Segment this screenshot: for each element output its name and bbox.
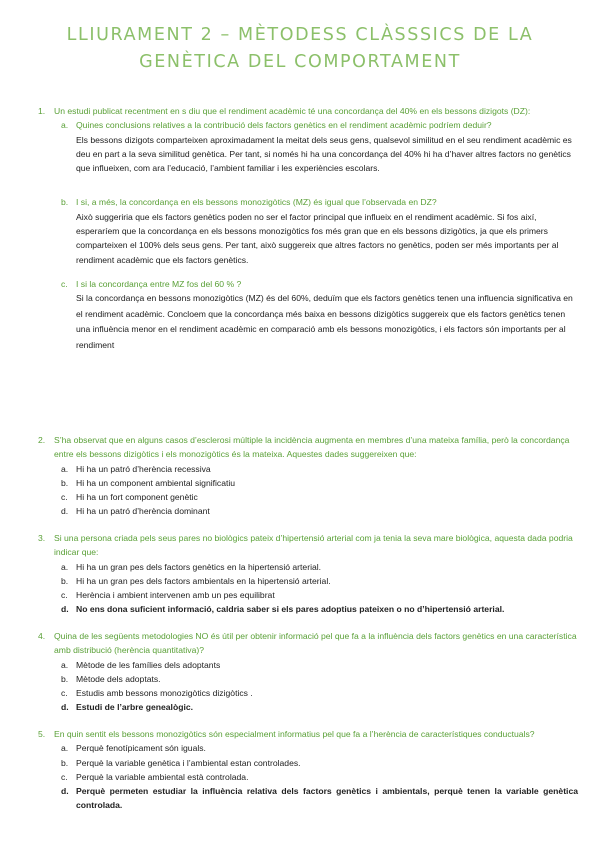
question-4-heading [38, 629, 578, 658]
question-number: 4. [38, 631, 46, 641]
option-text: Hi ha un fort component genètic [76, 492, 198, 503]
question-text: Quina de les següents metodologies NO és útil per obtenir informació pel que fa a la influència dels factors genètics en una característica amb distribució (herència quantitativa)? [54, 631, 577, 656]
question-text: Un estudi publicat recentment en s diu que el rendiment acadèmic té una concordança del 40% en els bessons dizigots (DZ): [54, 106, 531, 116]
question-text: Si una persona criada pels seus pares no biològics pateix d’hipertensió arterial com ja tenia la seva mare biològica, aquesta dada podria indicar que: [54, 533, 573, 558]
question-1-heading [38, 104, 578, 118]
option-d[interactable] [61, 784, 578, 813]
question-1 [38, 104, 578, 353]
subquestion-text: Quines conclusions relatives a la contribució dels factors genètics en el rendiment acadèmic podríem deduir? [76, 120, 492, 131]
option-letter: a. [61, 463, 69, 474]
option-b[interactable] [61, 756, 578, 770]
option-letter: d. [61, 506, 69, 517]
option-c[interactable] [61, 770, 578, 784]
option-letter: a. [61, 659, 69, 670]
option-letter: d. [61, 702, 69, 713]
option-text: No ens dona suficient informació, caldria saber si els pares adoptius pateixen o no d’hipertensió arterial. [76, 604, 505, 615]
answer-a: Els bessons dizigots comparteixen aproximadament la meitat dels seus gens, qualsevol similitud en el seu rendiment acadèmic es deu en part a la seva similitud genètica. Per tant, si només hi ha una concordança del 40% hi ha d’haver altres factors no genètics que influeixen, com ara l’educació, l’ambient familiar i les experiències escolars. [76, 134, 572, 174]
option-text: Perquè la variable genètica i l’ambiental estan controlades. [76, 757, 301, 768]
option-c[interactable] [61, 686, 578, 700]
option-letter: c. [61, 688, 68, 699]
question-5 [38, 727, 578, 813]
option-text: Estudi de l’arbre genealògic. [76, 702, 194, 713]
subquestion-letter: b. [61, 197, 69, 208]
option-text: Hi ha un patró d’herència recessiva [76, 463, 211, 474]
question-4 [38, 629, 578, 715]
option-text: Mètode de les famílies dels adoptants [76, 659, 221, 670]
option-b[interactable] [61, 672, 578, 686]
question-2 [38, 433, 578, 519]
option-letter: d. [61, 604, 69, 615]
page-title: LLIURAMENT 2 – MÈTODESS CLÀSSSICS DE LA GENÈTICA DEL COMPORTAMENT [66, 25, 534, 72]
option-b[interactable] [61, 574, 578, 588]
question-number: 3. [38, 533, 46, 543]
option-a[interactable] [61, 560, 578, 574]
option-a[interactable] [61, 741, 578, 755]
question-number: 5. [38, 729, 46, 739]
option-text: Hi ha un gran pes dels factors ambientals en la hipertensió arterial. [76, 575, 331, 586]
option-letter: b. [61, 575, 69, 586]
question-text: En quin sentit els bessons monozigòtics són especialment informatius pel que fa a l’herència de característiques conductuals? [54, 729, 535, 739]
option-text: Hi ha un patró d’herència dominant [76, 506, 210, 517]
subquestion-letter: c. [61, 278, 68, 289]
option-letter: c. [61, 590, 68, 601]
question-number: 2. [38, 435, 46, 445]
option-letter: b. [61, 757, 69, 768]
subquestion-text: I si la concordança entre MZ fos del 60 % ? [76, 278, 242, 289]
option-d[interactable] [61, 602, 578, 616]
option-text: Mètode dels adoptats. [76, 673, 161, 684]
subquestion-letter: a. [61, 120, 69, 131]
option-text: Herència i ambient intervenen amb un pes equilibrat [76, 590, 275, 601]
option-a[interactable] [61, 462, 578, 476]
option-letter: b. [61, 673, 69, 684]
option-d[interactable] [61, 700, 578, 714]
question-3-heading [38, 531, 578, 560]
option-b[interactable] [61, 476, 578, 490]
option-text: Perquè fenotípicament són iguals. [76, 743, 206, 754]
question-number: 1. [38, 106, 46, 116]
option-text: Perquè permeten estudiar la influència relativa dels factors genètics i ambientals, perquè tenen la variable genètica controlada. [76, 786, 578, 811]
question-3 [38, 531, 578, 617]
answer-b: Això suggeriria que els factors genètics poden no ser el factor principal que influeix en el rendiment acadèmic. Si fos així, esperaríem que la concordança en els bessons monozigòtics fos més gran que en els bessons dizigòtics, ja que els primers comparteixen el 100% dels seus gens. Per tant, això suggereix que altres factors no genètics, poden ser més importants per al rendiment acadèmic que els factors genètics. [76, 211, 559, 265]
option-d[interactable] [61, 504, 578, 518]
question-2-heading [38, 433, 578, 462]
option-text: Hi ha un component ambiental significatiu [76, 477, 236, 488]
option-c[interactable] [61, 490, 578, 504]
option-letter: b. [61, 477, 69, 488]
subquestion-text: I si, a més, la concordança en els bessons monozigòtics (MZ) és igual que l’observada en DZ? [76, 197, 437, 208]
option-text: Perquè la variable ambiental està controlada. [76, 771, 249, 782]
option-letter: c. [61, 771, 68, 782]
option-letter: d. [61, 786, 69, 797]
question-5-heading [38, 727, 578, 741]
answer-c: Si la concordança en bessons monozigòtics (MZ) és del 60%, deduïm que els factors genètics tenen una influencia significativa en el rendiment acadèmic. Concloem que la concordança més baixa en bessons dizigòtics suggereix que els factors genètics tenen una influència menor en el rendiment acadèmic en comparació amb els bessons monozigòtics, i els factors són importants per al rendiment [76, 293, 573, 350]
subquestion-a [61, 118, 578, 132]
option-letter: c. [61, 492, 68, 503]
question-text: S’ha observat que en alguns casos d’esclerosi múltiple la incidència augmenta en membres d’una mateixa família, però la concordança entre els bessons dizigòtics i els monozigòtics és la mateixa. Aquestes dades suggereixen que: [54, 435, 570, 460]
subquestion-c [61, 277, 578, 291]
option-letter: a. [61, 743, 69, 754]
subquestion-b [61, 195, 578, 209]
option-text: Hi ha un gran pes dels factors genètics en la hipertensió arterial. [76, 561, 322, 572]
option-a[interactable] [61, 658, 578, 672]
option-letter: a. [61, 561, 69, 572]
option-c[interactable] [61, 588, 578, 602]
option-text: Estudis amb bessons monozigòtics dizigòtics . [76, 688, 253, 699]
